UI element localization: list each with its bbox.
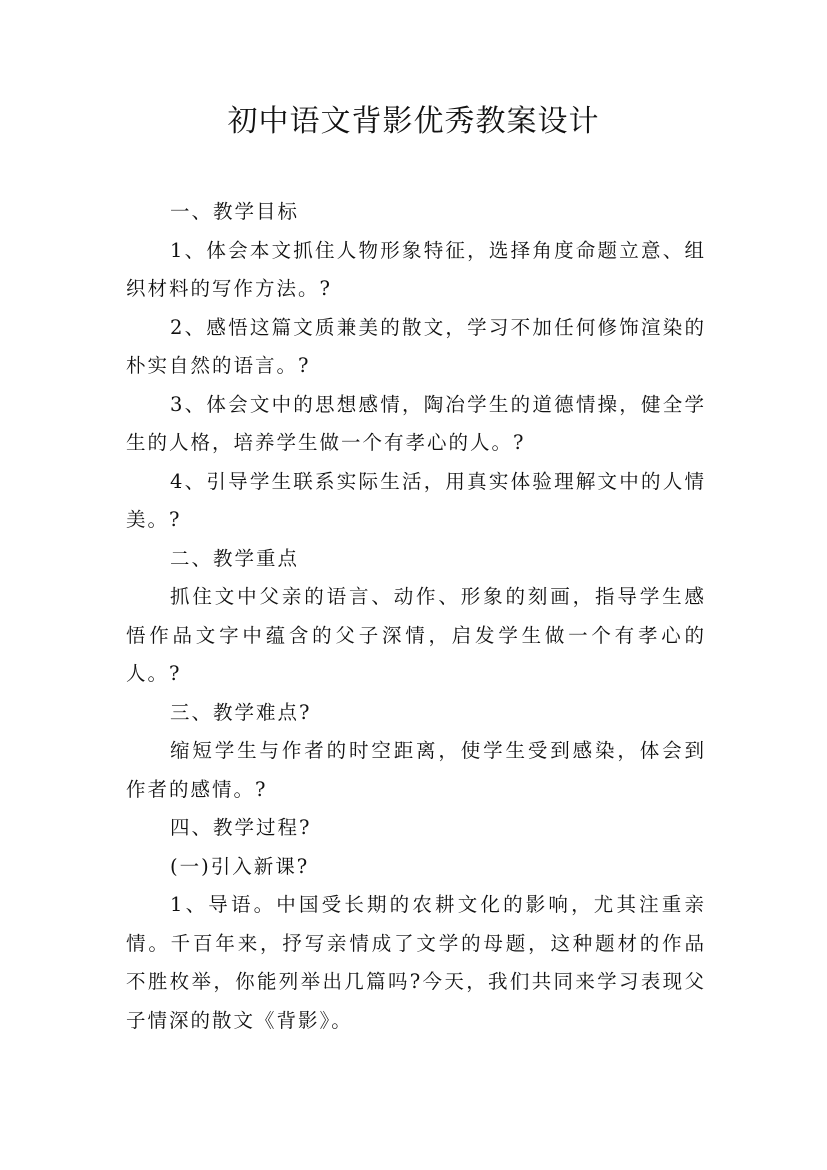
section-heading-key-points: 二、教学重点 <box>170 546 300 570</box>
difficulties-paragraph: 缩短学生与作者的时空距离，使学生受到感染，体会到作者的感情。? <box>126 739 706 801</box>
section-heading-process: 四、教学过程? <box>170 816 312 839</box>
objective-item-4: 4、引导学生联系实际生活，用真实体验理解文中的人情美。? <box>126 469 706 531</box>
intro-paragraph: 1、导语。中国受长期的农耕文化的影响，尤其注重亲情。千百年来，抒写亲情成了文学的母题，这种题材的作品不胜枚举，你能列举出几篇吗?今天，我们共同来学习表现父子情深的散文《背影》。 <box>126 893 706 1032</box>
objective-item-1: 1、体会本文抓住人物形象特征，选择角度命题立意、组织材料的写作方法。? <box>126 238 706 300</box>
key-points-paragraph: 抓住文中父亲的语言、动作、形象的刻画，指导学生感悟作品文字中蕴含的父子深情，启发学生做一个有孝心的人。? <box>126 585 706 685</box>
subsection-heading-intro: (一)引入新课? <box>170 854 310 878</box>
objective-item-3: 3、体会文中的思想感情，陶冶学生的道德情操，健全学生的人格，培养学生做一个有孝心的人。? <box>126 392 706 454</box>
document-body <box>126 193 706 1040</box>
section-heading-difficulties: 三、教学难点? <box>170 700 312 724</box>
section-heading-objectives: 一、教学目标 <box>170 200 300 223</box>
objective-item-2: 2、感悟这篇文质兼美的散文，学习不加任何修饰渲染的朴实自然的语言。? <box>126 315 706 377</box>
document-title: 初中语文背影优秀教案设计 <box>227 104 600 139</box>
